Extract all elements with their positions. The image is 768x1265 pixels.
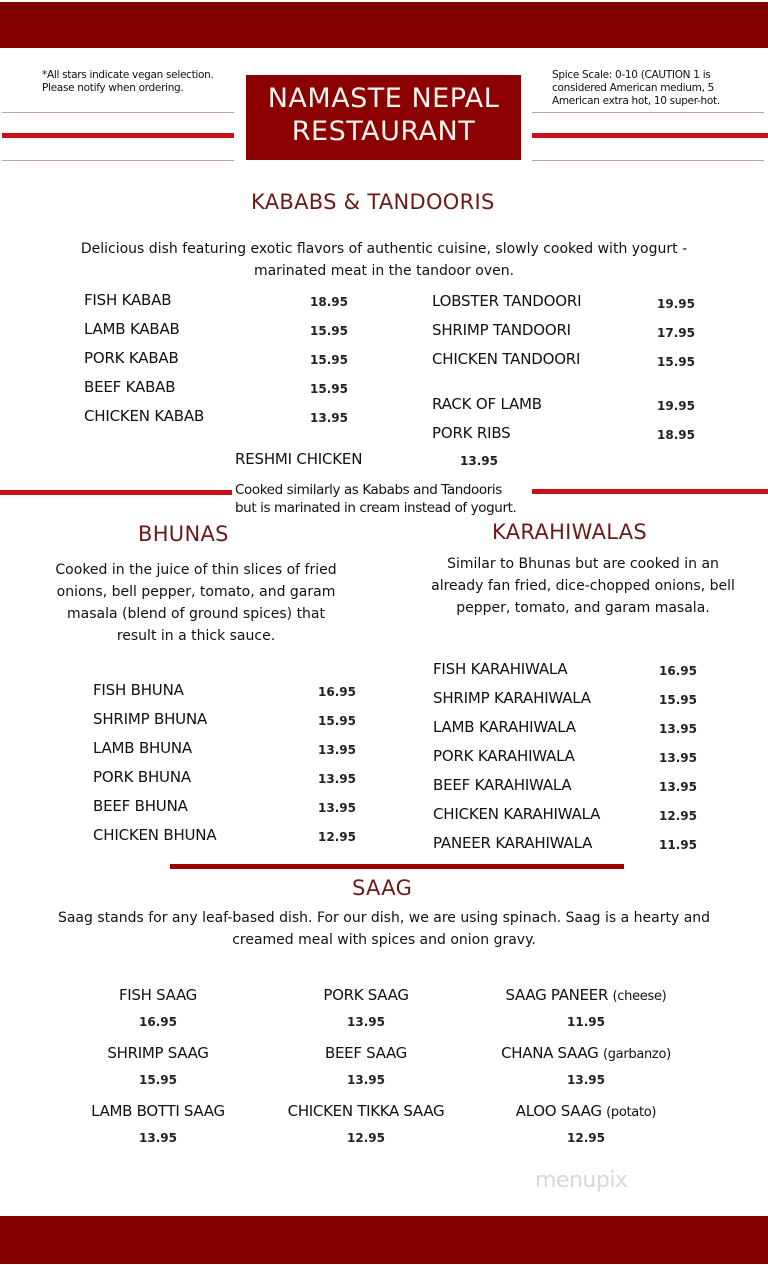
menu-item-name: SAAG PANEER — [505, 986, 609, 1004]
menu-item-price: 15.95 — [310, 353, 348, 367]
menu-item-price: 12.95 — [318, 830, 356, 844]
menu-item-price: 13.95 — [347, 1073, 385, 1087]
menu-item-price: 15.95 — [318, 714, 356, 728]
bottom-banner — [0, 1216, 768, 1264]
section-title-bhunas: BHUNAS — [138, 522, 229, 546]
menu-item-name: RESHMI CHICKEN — [235, 450, 363, 468]
description-line: masala (blend of ground spices) that — [66, 606, 325, 622]
menu-item-name: CHICKEN TANDOORI — [432, 350, 581, 368]
section-separator — [170, 864, 624, 869]
menu-item-note: (potato) — [606, 1105, 657, 1120]
menu-item-price: 13.95 — [567, 1073, 605, 1087]
description-line: pepper, tomato, and garam masala. — [456, 600, 710, 616]
menu-item-price: 13.95 — [318, 772, 356, 786]
menu-item-price: 12.95 — [347, 1131, 385, 1145]
section-title-saag: SAAG — [352, 876, 413, 900]
menu-item-price: 11.95 — [659, 838, 697, 852]
description-line: onions, bell pepper, tomato, and garam — [56, 584, 336, 600]
menu-item-name: CHICKEN KABAB — [84, 407, 205, 425]
saag-column — [476, 986, 696, 1160]
menu-item-name: FISH KARAHIWALA — [433, 660, 568, 678]
description-line: Cooked in the juice of thin slices of fried — [55, 562, 337, 578]
note-line: but is marinated in cream instead of yogurt. — [235, 500, 517, 516]
menu-item-note: (cheese) — [612, 989, 667, 1004]
saag-column — [256, 986, 476, 1160]
menu-item-name-with-note — [476, 986, 696, 1015]
menu-item-name: BEEF SAAG — [324, 1044, 408, 1062]
menu-item-name: SHRIMP KARAHIWALA — [433, 689, 591, 707]
karahiwalas-description — [420, 553, 746, 619]
reshmi-accent-line — [0, 490, 232, 495]
menu-item-price: 16.95 — [659, 664, 697, 678]
description-line: marinated meat in the tandoor oven. — [253, 263, 515, 279]
menu-item-name: LAMB BHUNA — [93, 739, 192, 757]
note-line: Cooked similarly as Kababs and Tandooris — [235, 482, 502, 498]
saag-column — [48, 986, 268, 1160]
menu-item-name: SHRIMP TANDOORI — [432, 321, 571, 339]
restaurant-title — [246, 75, 521, 160]
menu-item-name: SHRIMP SAAG — [107, 1044, 209, 1062]
menu-item-name: FISH SAAG — [118, 986, 198, 1004]
menu-item-name: CHICKEN BHUNA — [93, 826, 217, 844]
menu-item-price: 12.95 — [567, 1131, 605, 1145]
saag-description — [0, 907, 768, 951]
menu-item-name: BEEF BHUNA — [93, 797, 188, 815]
vegan-note — [42, 69, 214, 95]
menu-item-name: RACK OF LAMB — [432, 395, 542, 413]
description-line: already fan fried, dice-chopped onions, bell — [431, 578, 735, 594]
menu-item-name: CHICKEN TIKKA SAAG — [287, 1102, 445, 1120]
menu-item-price: 15.95 — [310, 324, 348, 338]
menu-item-price: 11.95 — [567, 1015, 605, 1029]
menu-item-price: 18.95 — [310, 295, 348, 309]
title-line: NAMASTE NEPAL — [267, 83, 500, 114]
section-title-kababs: KABABS & TANDOORIS — [251, 190, 495, 214]
menu-item-name: PANEER KARAHIWALA — [433, 834, 593, 852]
menu-item-name: BEEF KABAB — [84, 378, 176, 396]
menu-item-name: FISH KABAB — [84, 291, 172, 309]
description-line: creamed meal with spices and onion gravy. — [232, 932, 536, 948]
menu-item-name: FISH BHUNA — [93, 681, 184, 699]
menu-item-name: PORK SAAG — [323, 986, 409, 1004]
menu-item-name: LAMB KARAHIWALA — [433, 718, 576, 736]
menu-item-name: CHANA SAAG — [501, 1044, 599, 1062]
menu-item-price: 16.95 — [318, 685, 356, 699]
menu-item-name: PORK RIBS — [432, 424, 511, 442]
spice-scale-note — [552, 69, 720, 108]
header-accent-line — [532, 133, 768, 138]
description-line: Similar to Bhunas but are cooked in an — [447, 556, 719, 572]
menu-item-price: 16.95 — [139, 1015, 177, 1029]
menu-item-name: CHICKEN KARAHIWALA — [433, 805, 601, 823]
menu-item-name-with-note — [476, 1044, 696, 1073]
menupix-watermark: menupix — [535, 1168, 628, 1193]
menu-item-name: PORK KABAB — [84, 349, 179, 367]
menu-item-price: 19.95 — [657, 399, 695, 413]
menu-item-price: 13.95 — [347, 1015, 385, 1029]
menu-item-price: 13.95 — [318, 801, 356, 815]
menu-item-name: LAMB BOTTI SAAG — [91, 1102, 225, 1120]
menu-item-price: 13.95 — [318, 743, 356, 757]
menu-item-name-with-note — [476, 1102, 696, 1131]
description-line: Saag stands for any leaf-based dish. For our dish, we are using spinach. Saag is a hearty and — [57, 910, 711, 926]
menu-item-price: 13.95 — [139, 1131, 177, 1145]
description-line: Delicious dish featuring exotic flavors of authentic cuisine, slowly cooked with yogurt - — [80, 241, 688, 257]
menu-item-name: LOBSTER TANDOORI — [432, 292, 582, 310]
menu-item-name: PORK KARAHIWALA — [433, 747, 575, 765]
reshmi-note — [235, 481, 516, 517]
top-banner — [0, 2, 768, 48]
description-line: result in a thick sauce. — [116, 628, 276, 644]
header-divider — [2, 112, 234, 113]
menu-item-price: 13.95 — [659, 780, 697, 794]
menu-item-price: 13.95 — [659, 722, 697, 736]
menu-item-price: 17.95 — [657, 326, 695, 340]
menu-item-price: 12.95 — [659, 809, 697, 823]
menu-item-price: 13.95 — [659, 751, 697, 765]
header-divider — [532, 112, 764, 113]
menu-item-price: 13.95 — [460, 454, 498, 468]
header-divider — [2, 160, 234, 161]
menu-item-name: PORK BHUNA — [93, 768, 191, 786]
bhunas-description — [20, 559, 372, 647]
menu-item-name: LAMB KABAB — [84, 320, 180, 338]
header-divider — [532, 160, 764, 161]
vegan-note-line: Please notify when ordering. — [42, 82, 184, 94]
menu-item-price: 15.95 — [659, 693, 697, 707]
menu-item-price: 15.95 — [139, 1073, 177, 1087]
menu-item-name: ALOO SAAG — [515, 1102, 602, 1120]
spice-note-line: Spice Scale: 0-10 (CAUTION 1 is — [552, 69, 711, 81]
section-title-karahiwalas: KARAHIWALAS — [492, 520, 648, 544]
reshmi-accent-line — [532, 489, 768, 494]
vegan-note-line: *All stars indicate vegan selection. — [42, 69, 214, 81]
menu-item-name: BEEF KARAHIWALA — [433, 776, 572, 794]
spice-note-line: American extra hot, 10 super-hot. — [552, 95, 720, 107]
menu-item-name: SHRIMP BHUNA — [93, 710, 208, 728]
menu-item-price: 19.95 — [657, 297, 695, 311]
menu-item-price: 15.95 — [310, 382, 348, 396]
spice-note-line: considered American medium, 5 — [552, 82, 715, 94]
menu-item-price: 15.95 — [657, 355, 695, 369]
menu-item-note: (garbanzo) — [602, 1047, 671, 1062]
title-line: RESTAURANT — [291, 116, 476, 147]
menu-item-price: 18.95 — [657, 428, 695, 442]
header-accent-line — [2, 133, 234, 138]
menu-item-price: 13.95 — [310, 411, 348, 425]
kababs-description — [0, 238, 768, 282]
